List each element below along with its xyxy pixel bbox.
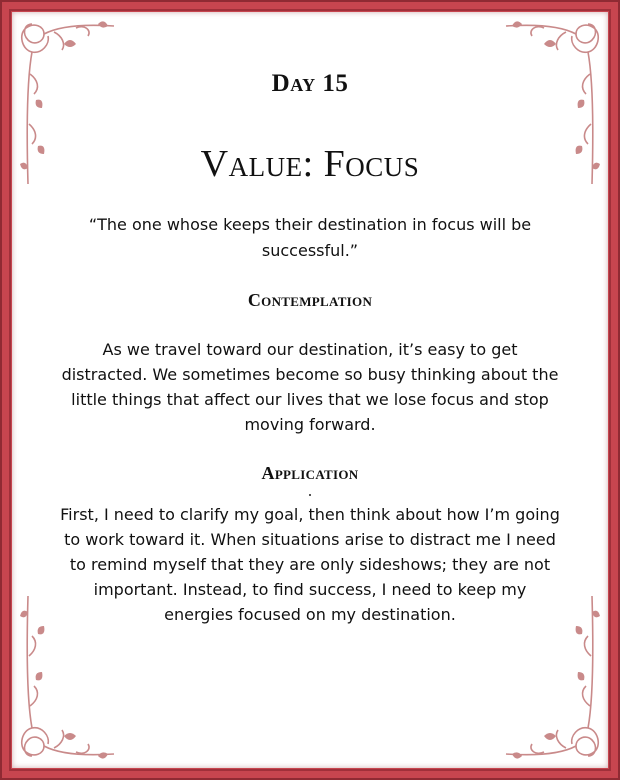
application-text: First, I need to clarify my goal, then think about how I’m going to work toward it. When situations arise to distract me I need to remind myself that they are only sideshows; they are not important. Instead, to find success, I need to keep my energies focused on my destination. bbox=[60, 505, 560, 624]
divider-dot bbox=[309, 494, 311, 496]
page-content bbox=[60, 70, 560, 627]
quote: “The one whose keeps their destination in focus will be successful.” bbox=[88, 215, 532, 260]
day-label: Day 15 bbox=[271, 70, 349, 97]
contemplation-text: As we travel toward our destination, it’s easy to get distracted. We sometimes become so busy thinking about the little things that affect our lives that we lose focus and stop moving forward. bbox=[61, 340, 559, 434]
application-heading: Application bbox=[261, 463, 359, 483]
value-title: Value: Focus bbox=[200, 143, 420, 185]
contemplation-heading: Contemplation bbox=[247, 290, 373, 310]
